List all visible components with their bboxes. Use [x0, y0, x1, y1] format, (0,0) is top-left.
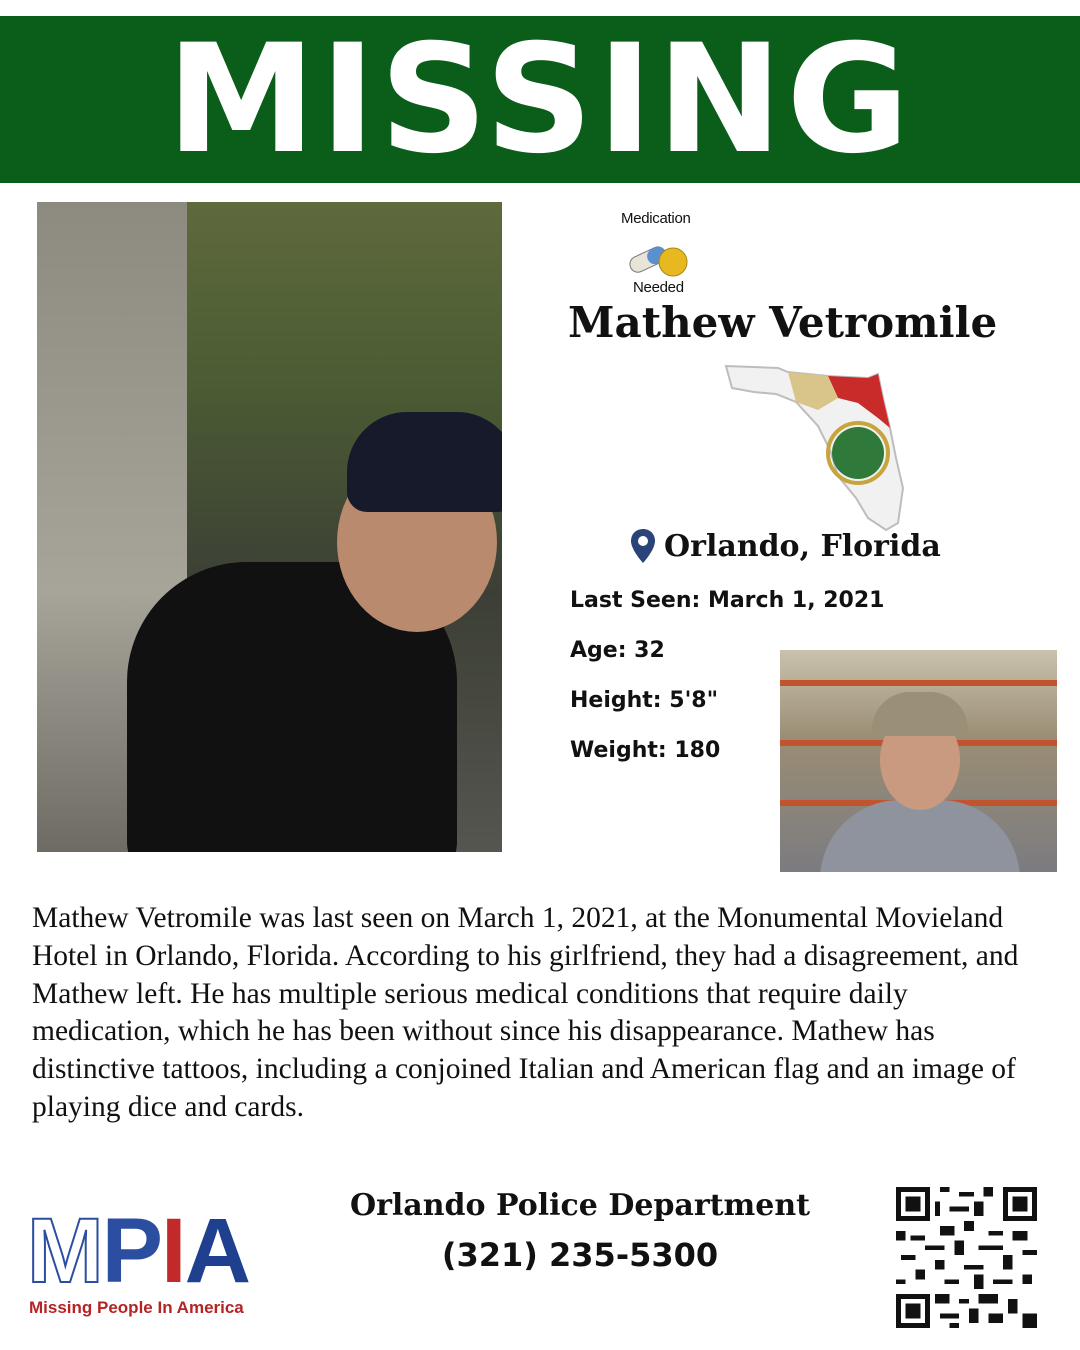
contact-agency: Orlando Police Department	[349, 1188, 811, 1223]
last-known-location	[630, 528, 941, 564]
medication-label: Medication	[621, 210, 691, 227]
banner-title: MISSING	[166, 12, 914, 187]
mpia-logo	[27, 1200, 277, 1325]
age: Age: 32	[570, 638, 665, 663]
case-description: Mathew Vetromile was last seen on March 1, 2021, at the Monumental Movieland Hotel in Orlando, Florida. According to his girlfriend, they had a disagreement, and Mathew left. He has multiple serious medical conditions that require daily medication, which he has been without since his disappearance. Mathew has distinctive tattoos, including a conjoined Italian and American flag and an image of playing dice and cards.	[32, 902, 1019, 1123]
mpia-letters: MPIA	[27, 1200, 250, 1302]
qr-code	[896, 1187, 1037, 1328]
main-photo	[37, 202, 502, 852]
map-pin-icon	[630, 528, 656, 564]
mpia-tagline: Missing People In America	[29, 1298, 244, 1317]
missing-banner	[0, 12, 1080, 187]
medication-needed-label: Needed	[633, 279, 684, 296]
location-text: Orlando, Florida	[664, 528, 941, 564]
contact-phone: (321) 235-5300	[441, 1236, 719, 1274]
florida-flag-map-icon	[718, 358, 908, 536]
last-seen-date: Last Seen: March 1, 2021	[570, 588, 885, 613]
height: Height: 5'8"	[570, 688, 719, 713]
secondary-photo	[780, 650, 1057, 872]
person-name: Mathew Vetromile	[568, 298, 998, 347]
weight: Weight: 180	[570, 738, 721, 763]
pills-icon	[625, 238, 695, 278]
